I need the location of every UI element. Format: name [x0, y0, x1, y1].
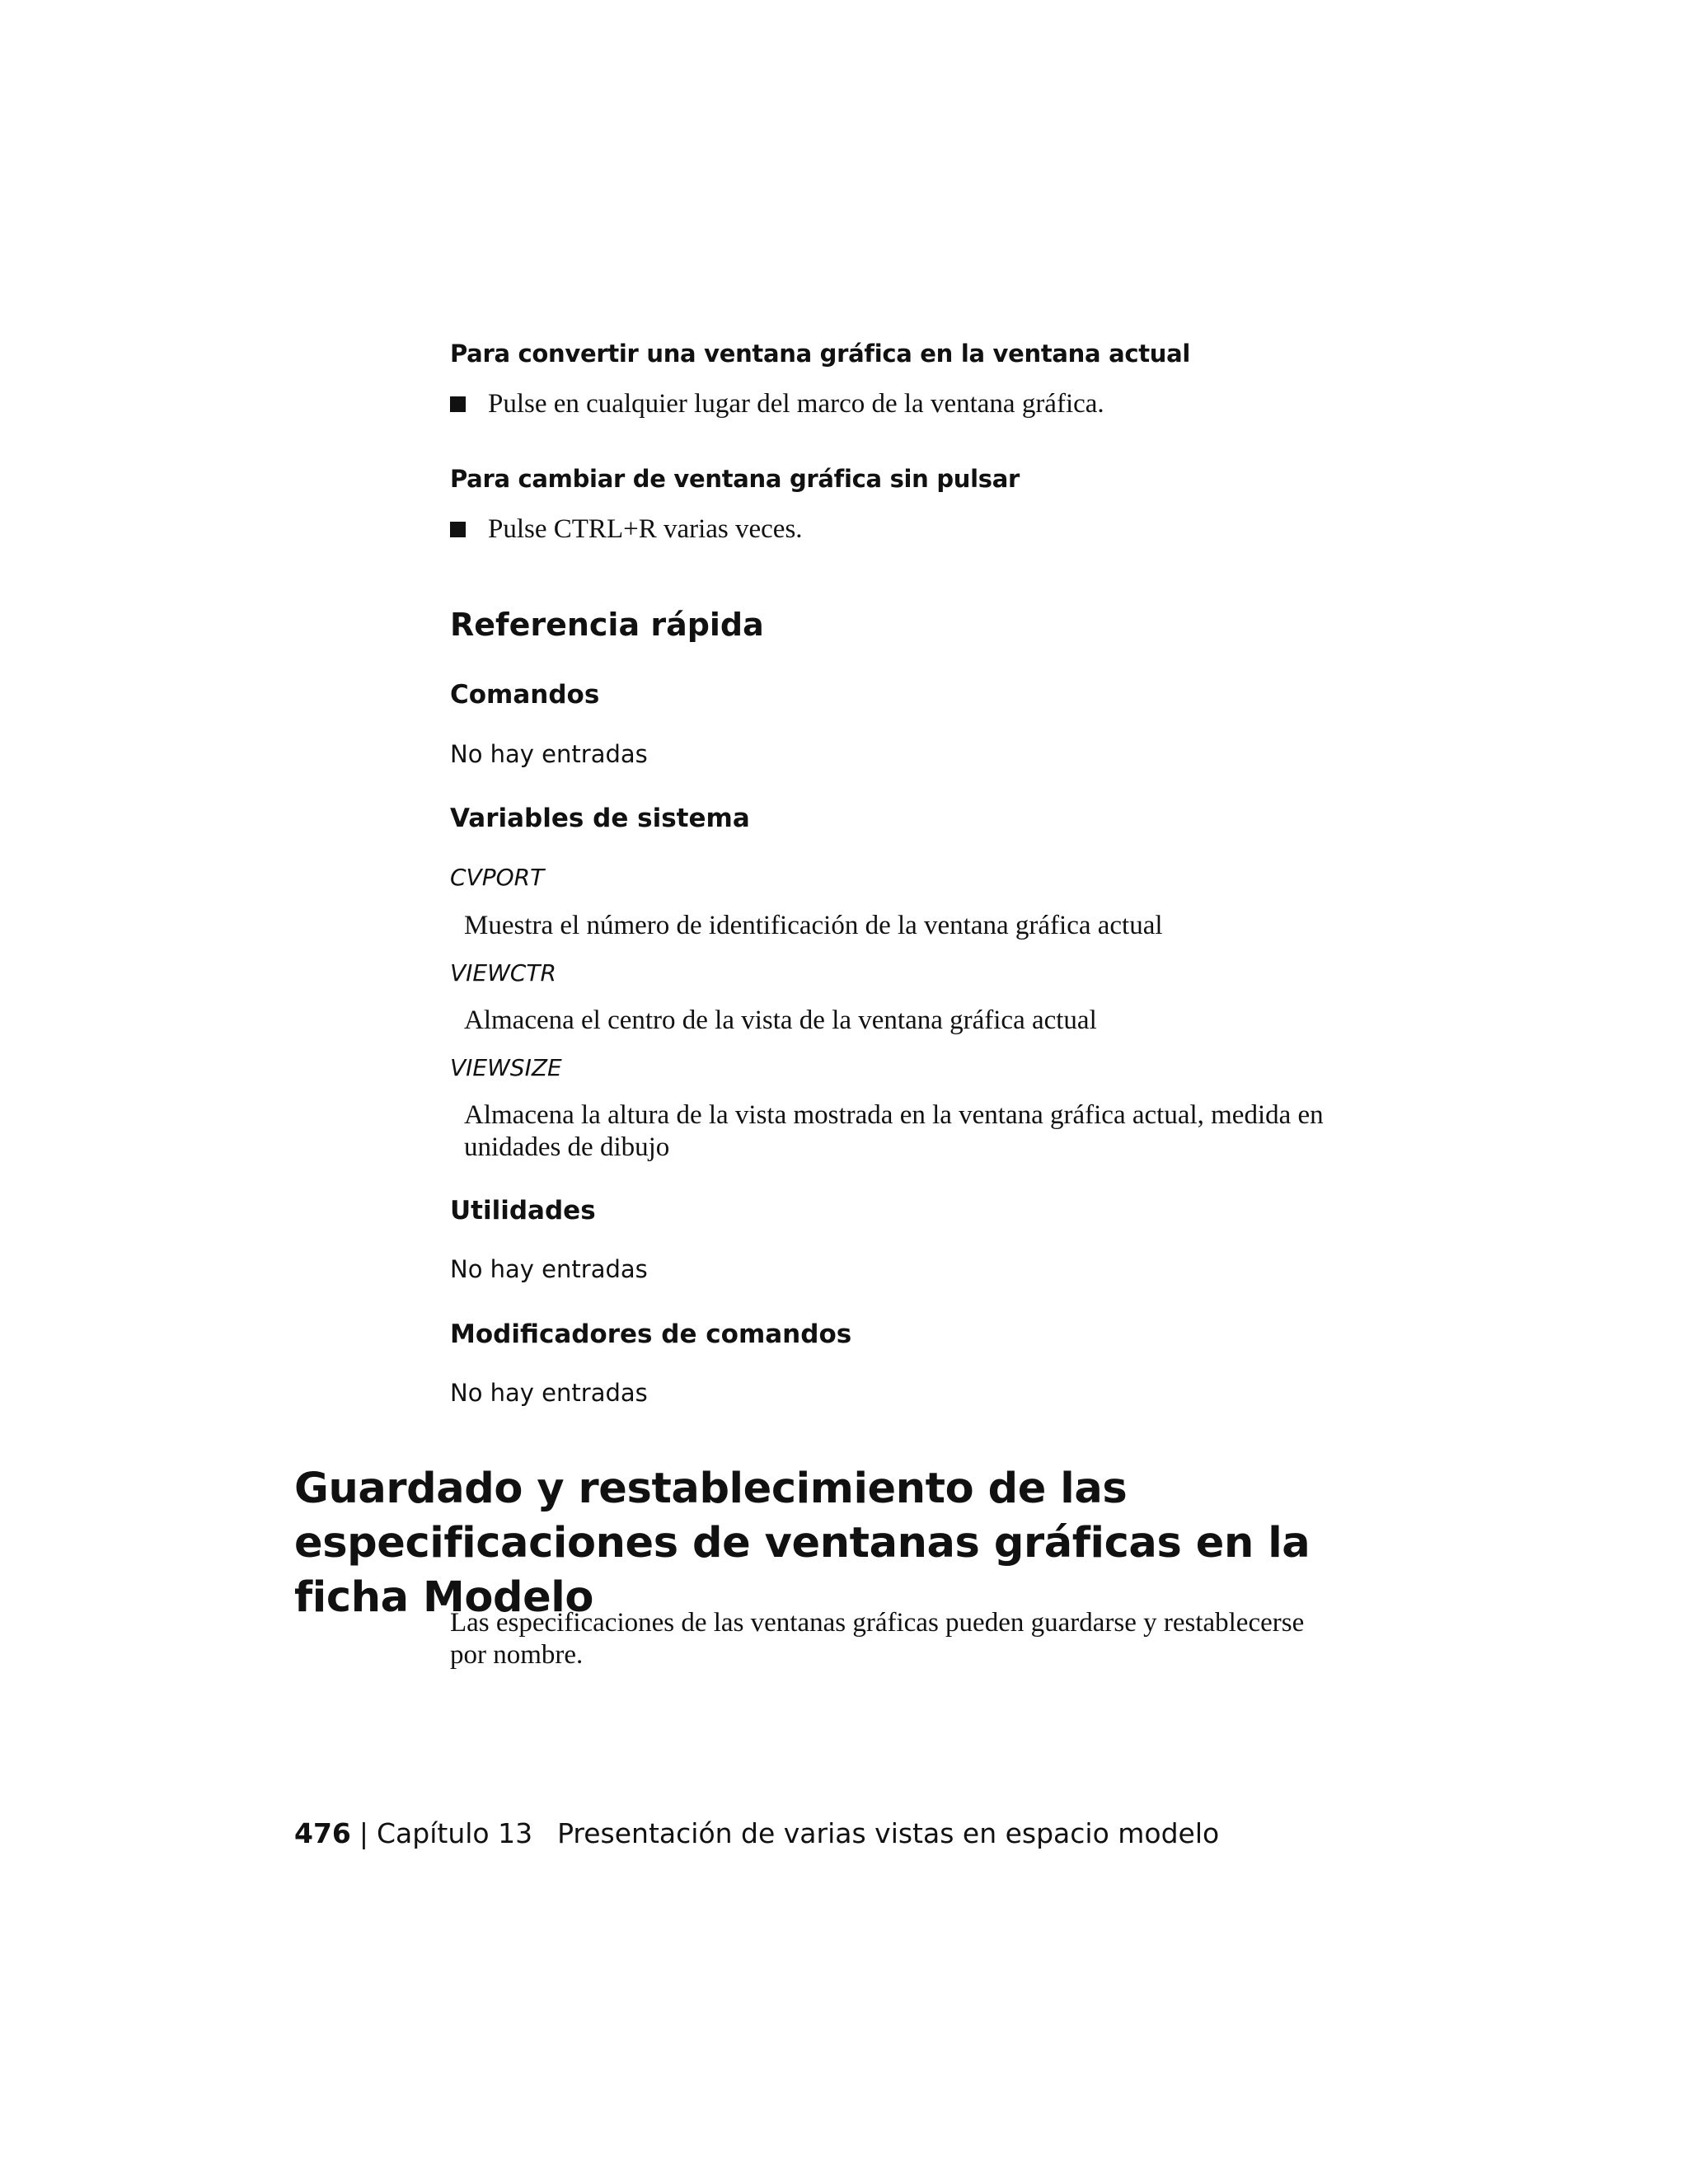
procedure-heading-switch-viewport: Para cambiar de ventana gráfica sin pulsar	[450, 465, 1020, 493]
chapter-label: Capítulo 13	[377, 1817, 533, 1849]
step-text: Pulse en cualquier lugar del marco de la ventana gráfica.	[488, 389, 1104, 419]
procedure-heading-make-current: Para convertir una ventana gráfica en la ventana actual	[450, 340, 1191, 368]
section-title: Guardado y restablecimiento de las especificaciones de ventanas gráficas en la ficha Modelo	[294, 1465, 1311, 1622]
step-text: Pulse CTRL+R varias veces.	[488, 514, 803, 544]
commands-heading: Comandos	[450, 680, 600, 710]
chapter-title: Presentación de varias vistas en espacio modelo	[557, 1817, 1220, 1849]
system-variable-description: Muestra el número de identificación de la ventana gráfica actual	[464, 911, 1163, 940]
commands-text: No hay entradas	[450, 740, 648, 768]
system-variable-name: VIEWSIZE	[450, 1054, 562, 1081]
section-intro: Las especificaciones de las ventanas gráficas pueden guardarse y restablecerse por nombre.	[450, 1608, 1305, 1670]
procedure-step-make-current	[450, 389, 1104, 419]
system-variables-heading: Variables de sistema	[450, 804, 750, 833]
quick-reference-heading: Referencia rápida	[450, 607, 764, 643]
utilities-text: No hay entradas	[450, 1255, 648, 1283]
system-variable-description: Almacena la altura de la vista mostrada en la ventana gráfica actual, medida en unidades de dibujo	[464, 1100, 1324, 1162]
system-variable-description: Almacena el centro de la vista de la ventana gráfica actual	[464, 1005, 1097, 1035]
page-footer	[294, 1817, 1219, 1849]
command-modifiers-heading: Modificadores de comandos	[450, 1319, 852, 1349]
system-variable-name: CVPORT	[450, 864, 545, 891]
procedure-step-switch-viewport	[450, 514, 803, 545]
bullet-square-icon	[450, 522, 466, 537]
utilities-heading: Utilidades	[450, 1196, 596, 1226]
footer-separator: |	[359, 1817, 369, 1849]
command-modifiers-text: No hay entradas	[450, 1379, 648, 1407]
bullet-square-icon	[450, 396, 466, 412]
system-variable-name: VIEWCTR	[450, 959, 556, 987]
page-number: 476	[294, 1817, 351, 1849]
